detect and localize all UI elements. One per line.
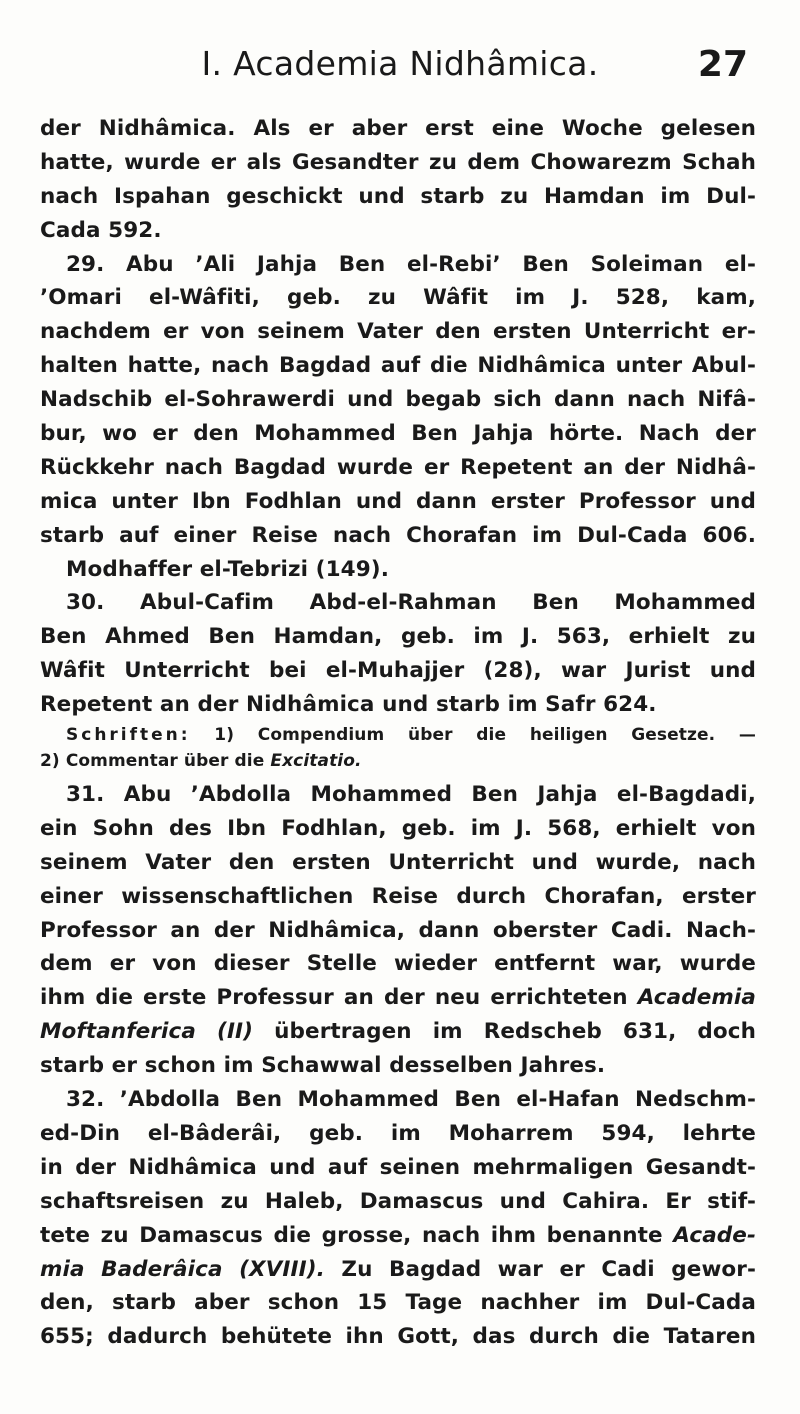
text-line: Ben Ahmed Ben Hamdan, geb. im J. 563, erhielt zu	[40, 624, 756, 650]
text-line: ed-Din el-Bâderâi, geb. im Moharrem 594, lehrte	[40, 1120, 756, 1146]
writings-title-italic: Excitatio.	[270, 751, 362, 772]
entry-32-start: 32. ’Abdolla Ben Mohammed Ben el-Hafan Nedschm-	[66, 1087, 756, 1113]
italic-name: mia Baderâica (XVIII).	[40, 1256, 325, 1282]
text-line: ’Omari el-Wâfiti, geb. zu Wâfit im J. 528, kam,	[40, 285, 756, 311]
writings-line	[40, 722, 756, 748]
text-line: den, starb aber schon 15 Tage nachher im Dul-Cada	[40, 1290, 756, 1316]
italic-name: Moftanferica (II)	[40, 1019, 254, 1045]
text-line: mica unter Ibn Fodhlan und dann erster Professor und	[40, 488, 756, 514]
text-line: Cada 592.	[40, 217, 162, 243]
text-line: Professor an der Nidhâmica, dann oberster Cadi. Nach-	[40, 917, 756, 943]
text-segment: Zu Bagdad war er Cadi gewor-	[324, 1256, 756, 1282]
text-segment: übertragen im Redscheb 631, doch	[253, 1019, 757, 1045]
text-line: dem er von dieser Stelle wieder entfernt war, wurde	[40, 951, 756, 977]
text-line	[40, 1253, 756, 1287]
text-line: hatte, wurde er als Gesandter zu dem Chowarezm Schah	[40, 149, 756, 175]
text-line: in der Nidhâmica und auf seinen mehrmaligen Gesandt-	[40, 1154, 756, 1180]
writings-label: Schriften:	[66, 725, 191, 746]
text-segment: ihm die erste Professur an der neu errichteten	[40, 985, 638, 1011]
text-line: Modhaffer el-Tebrizi (149).	[66, 556, 389, 582]
page-number: 27	[697, 44, 748, 85]
text-line: halten hatte, nach Bagdad auf die Nidhâmica unter Abul-	[40, 353, 756, 379]
text-line: Wâfit Unterricht bei el-Muhajjer (28), war Jurist und	[40, 658, 756, 684]
running-title: I. Academia Nidhâmica.	[201, 44, 599, 83]
text-line	[40, 981, 756, 1015]
text-line: der Nidhâmica. Als er aber erst eine Woche gelesen	[40, 116, 756, 141]
text-line: 655; dadurch behütete ihn Gott, das durch die Tataren	[40, 1324, 756, 1350]
text-line: schaftsreisen zu Haleb, Damascus und Cahira. Er stif-	[40, 1188, 756, 1214]
italic-name: Acade-	[673, 1222, 756, 1248]
writings-line	[40, 748, 756, 774]
text-line: Nadschib el-Sohrawerdi und begab sich dann nach Nifâ-	[40, 387, 756, 413]
entry-30-start: 30. Abul-Cafim Abd-el-Rahman Ben Mohammed	[66, 590, 756, 616]
text-line: Repetent an der Nidhâmica und starb im Safr 624.	[40, 692, 657, 718]
page-header	[0, 44, 800, 94]
text-segment: tete zu Damascus die grosse, nach ihm benannte	[40, 1222, 674, 1248]
text-line: starb er schon im Schawwal desselben Jahres.	[40, 1053, 606, 1079]
text-line: nachdem er von seinem Vater den ersten Unterricht er-	[40, 319, 756, 345]
text-line	[40, 1219, 756, 1253]
text-line: nach Ispahan geschickt und starb zu Hamdan im Dul-	[40, 183, 756, 209]
text-line: seinem Vater den ersten Unterricht und wurde, nach	[40, 849, 756, 875]
text-line	[40, 1015, 756, 1049]
body-text	[40, 112, 756, 1354]
text-line: bur, wo er den Mohammed Ben Jahja hörte. Nach der	[40, 421, 756, 447]
text-line: einer wissenschaftlichen Reise durch Chorafan, erster	[40, 883, 756, 909]
italic-name: Academia	[637, 985, 756, 1011]
writings-text: 1) Compendium über die heiligen Gesetze. —	[190, 725, 756, 746]
writings-text: 2) Commentar über die	[40, 751, 271, 772]
entry-29-start: 29. Abu ’Ali Jahja Ben el-Rebi’ Ben Soleiman el-	[66, 251, 756, 277]
text-line: ein Sohn des Ibn Fodhlan, geb. im J. 568, erhielt von	[40, 815, 756, 841]
text-line: Rückkehr nach Bagdad wurde er Repetent an der Nidhâ-	[40, 454, 756, 480]
entry-31-start: 31. Abu ’Abdolla Mohammed Ben Jahja el-Bagdadi,	[66, 782, 756, 808]
text-line: starb auf einer Reise nach Chorafan im Dul-Cada 606.	[40, 522, 756, 548]
